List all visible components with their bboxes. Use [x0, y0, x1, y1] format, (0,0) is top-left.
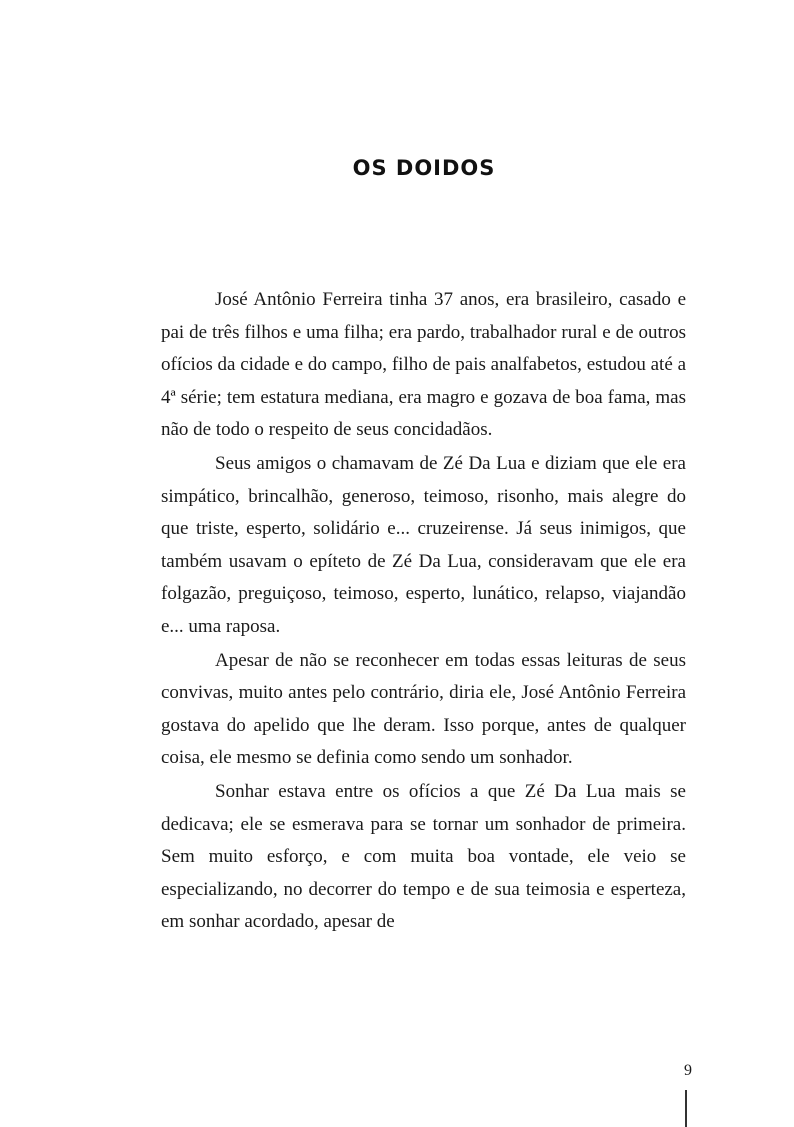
- paragraph-4: Sonhar estava entre os ofícios a que Zé Da Lua mais se dedicava; ele se esmerava para se tornar um sonhador de primeira. Sem muito esforço, e com muita boa vontade, ele veio se especializando, no decorrer do tempo e de sua teimosia e esperteza, em sonhar acordado, apesar de: [161, 781, 686, 932]
- paragraph-2: Seus amigos o chamavam de Zé Da Lua e diziam que ele era simpático, brincalhão, generoso, teimoso, risonho, mais alegre do que triste, esperto, solidário e... cruzeirense. Já seus inimigos, que também usavam o epíteto de Zé Da Lua, consideravam que ele era folgazão, preguiçoso, teimoso, esperto, lunático, relapso, viajandão e... uma raposa.: [161, 453, 686, 637]
- chapter-title: OS DOIDOS: [352, 156, 496, 180]
- paragraph-3: Apesar de não se reconhecer em todas essas leituras de seus convivas, muito antes pelo contrário, diria ele, José Antônio Ferreira gostava do apelido que lhe deram. Isso porque, antes de qualquer coisa, ele mesmo se definia como sendo um sonhador.: [161, 649, 686, 768]
- chapter-body: [161, 284, 686, 940]
- paragraph-1: José Antônio Ferreira tinha 37 anos, era brasileiro, casado e pai de três filhos e uma filha; era pardo, trabalhador rural e de outros ofícios da cidade e do campo, filho de pais analfabetos, estudou até a 4ª série; tem estatura mediana, era magro e gozava de boa fama, mas não de todo o respeito de seus concidadãos.: [161, 289, 686, 440]
- page-number: 9: [684, 1062, 692, 1079]
- margin-rule: [685, 1090, 687, 1127]
